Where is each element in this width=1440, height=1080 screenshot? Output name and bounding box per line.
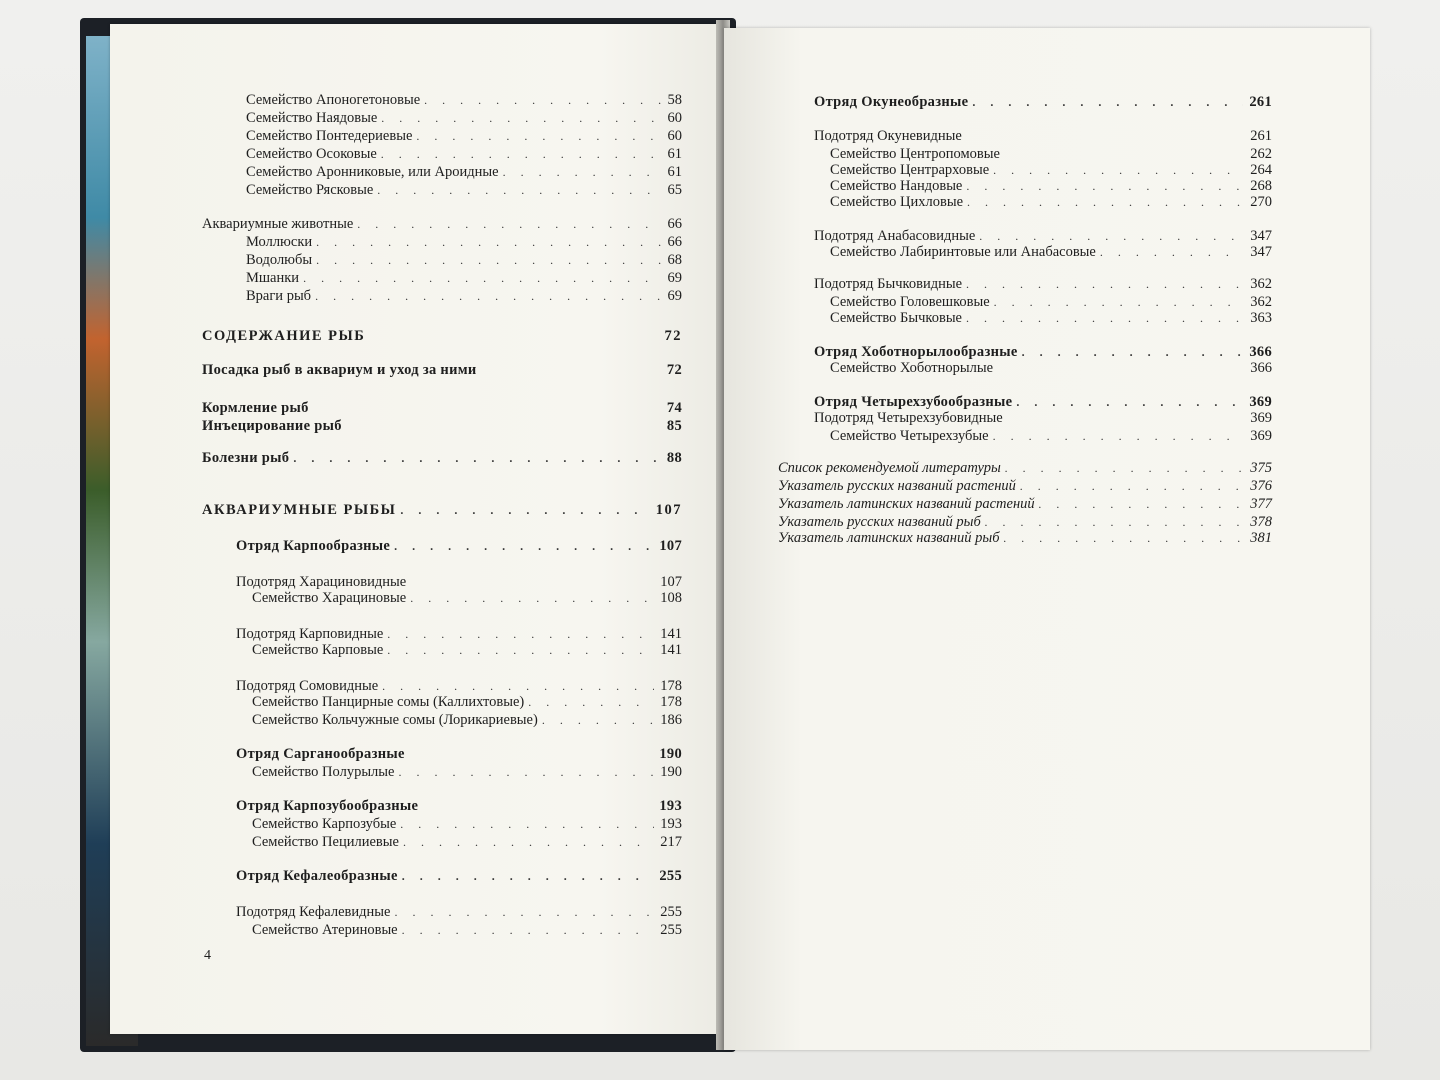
toc-entry-title: Посадка рыб в аквариум и уход за ними [202, 362, 477, 378]
right-toc [724, 28, 1370, 1050]
toc-entry [236, 798, 682, 814]
toc-entry-page: 375 [1250, 460, 1272, 476]
toc-leader [316, 234, 661, 250]
toc-entry-title: Болезни рыб [202, 450, 290, 466]
toc-entry-page: 381 [1250, 530, 1272, 546]
toc-leader [400, 502, 649, 518]
toc-entry [252, 922, 682, 938]
toc-entry [202, 400, 682, 416]
toc-entry [246, 252, 682, 268]
toc-entry-page: 261 [1250, 128, 1272, 144]
toc-entry [236, 678, 682, 694]
toc-entry [246, 234, 682, 250]
toc-entry [252, 694, 682, 710]
toc-entry-page: 72 [664, 328, 682, 344]
toc-entry [778, 530, 1272, 546]
toc-leader [966, 310, 1244, 326]
toc-entry [830, 194, 1272, 210]
toc-leader [387, 642, 654, 658]
toc-entry-page: 60 [667, 128, 682, 144]
page-number: 4 [204, 948, 211, 963]
toc-entry [814, 128, 1272, 144]
toc-entry [830, 244, 1272, 260]
toc-entry [830, 178, 1272, 194]
toc-entry-title: Семейство Центрарховые [830, 162, 990, 178]
toc-entry-title: Отряд Кефалеобразные [236, 868, 398, 884]
toc-entry [830, 428, 1272, 444]
toc-entry-title: Подотряд Бычковидные [814, 276, 963, 292]
toc-leader [410, 590, 654, 606]
toc-leader [403, 834, 654, 850]
toc-entry-title: Указатель латинских названий рыб [778, 530, 1000, 546]
toc-entry-page: 268 [1250, 178, 1272, 194]
toc-leader [416, 128, 661, 144]
toc-entry-title: Семейство Панцирные сомы (Каллихтовые) [252, 694, 525, 710]
toc-entry-title: Семейство Полурылые [252, 764, 395, 780]
toc-entry [252, 642, 682, 658]
toc-entry-title: Семейство Бычковые [830, 310, 962, 326]
toc-leader [316, 252, 661, 268]
toc-entry-title: Мшанки [246, 270, 300, 286]
toc-entry [814, 276, 1272, 292]
toc-leader [394, 904, 654, 920]
toc-leader [1005, 460, 1244, 476]
toc-entry [778, 514, 1272, 530]
toc-entry-page: 58 [667, 92, 682, 108]
toc-entry-page: 107 [660, 574, 682, 590]
toc-entry-page: 69 [667, 288, 682, 304]
toc-entry-page: 178 [660, 694, 682, 710]
toc-entry-title: Отряд Хоботнорылообразные [814, 344, 1018, 360]
toc-entry [246, 288, 682, 304]
toc-leader [967, 194, 1244, 210]
toc-entry [830, 162, 1272, 178]
toc-entry-title: Кормление рыб [202, 400, 309, 416]
toc-entry-page: 362 [1250, 276, 1272, 292]
toc-entry-page: 85 [666, 418, 682, 434]
toc-entry-title: СОДЕРЖАНИЕ РЫБ [202, 328, 366, 344]
left-page [110, 24, 722, 1034]
toc-leader [387, 626, 654, 642]
toc-entry-page: 193 [660, 816, 682, 832]
toc-leader [994, 294, 1245, 310]
toc-entry-title: Указатель русских названий рыб [778, 514, 981, 530]
toc-entry-title: Указатель русских названий растений [778, 478, 1016, 494]
toc-entry [778, 496, 1272, 512]
toc-entry-page: 190 [659, 746, 682, 762]
toc-entry [202, 362, 682, 378]
toc-entry-title: Отряд Окунеобразные [814, 94, 969, 110]
toc-entry [236, 904, 682, 920]
toc-leader [966, 276, 1244, 292]
toc-leader [993, 428, 1245, 444]
toc-leader [377, 182, 661, 198]
toc-entry-page: 378 [1250, 514, 1272, 530]
toc-entry-page: 190 [660, 764, 682, 780]
toc-entry-page: 74 [666, 400, 682, 416]
toc-entry [814, 228, 1272, 244]
toc-entry-title: Отряд Карпообразные [236, 538, 391, 554]
toc-entry-page: 261 [1249, 94, 1272, 110]
toc-entry [830, 146, 1272, 162]
toc-leader [424, 92, 661, 108]
toc-entry [252, 590, 682, 606]
toc-entry [830, 360, 1272, 376]
toc-entry-page: 366 [1249, 344, 1272, 360]
toc-entry-page: 369 [1250, 410, 1272, 426]
toc-entry-page: 61 [667, 146, 682, 162]
toc-leader [402, 868, 654, 884]
toc-entry-title: Семейство Осоковые [246, 146, 377, 162]
toc-leader [979, 228, 1244, 244]
toc-entry [236, 538, 682, 554]
toc-entry-page: 255 [660, 904, 682, 920]
toc-entry [236, 868, 682, 884]
toc-entry-title: Отряд Четырехзубообразные [814, 394, 1013, 410]
toc-entry-title: Семейство Головешковые [830, 294, 990, 310]
toc-entry-page: 377 [1250, 496, 1272, 512]
toc-entry-title: Семейство Апоногетоновые [246, 92, 421, 108]
toc-entry-page: 255 [659, 868, 682, 884]
toc-entry-title: Семейство Нандовые [830, 178, 963, 194]
toc-entry-title: Семейство Наядовые [246, 110, 378, 126]
toc-entry-page: 366 [1250, 360, 1272, 376]
toc-entry [202, 450, 682, 466]
toc-entry-title: Подотряд Кефалевидные [236, 904, 391, 920]
toc-entry [814, 394, 1272, 410]
toc-entry [830, 294, 1272, 310]
toc-leader [398, 764, 654, 780]
toc-leader [382, 678, 654, 694]
toc-entry [246, 270, 682, 286]
toc-entry-title: Отряд Сарганообразные [236, 746, 405, 762]
toc-leader [1020, 478, 1244, 494]
toc-entry-page: 262 [1250, 146, 1272, 162]
toc-entry-title: Подотряд Сомовидные [236, 678, 379, 694]
toc-leader [993, 162, 1244, 178]
toc-entry-title: АКВАРИУМНЫЕ РЫБЫ [202, 502, 397, 518]
toc-leader [400, 816, 654, 832]
toc-entry-title: Список рекомендуемой литературы [778, 460, 1001, 476]
left-toc [110, 24, 722, 1034]
toc-entry [252, 712, 682, 728]
toc-entry [246, 146, 682, 162]
toc-entry-page: 141 [660, 642, 682, 658]
toc-entry-page: 60 [667, 110, 682, 126]
toc-entry [246, 110, 682, 126]
toc-leader [303, 270, 661, 286]
toc-entry-page: 88 [666, 450, 682, 466]
toc-entry [246, 128, 682, 144]
toc-entry-page: 347 [1250, 228, 1272, 244]
toc-section-heading [202, 502, 682, 518]
toc-entry-page: 369 [1250, 428, 1272, 444]
toc-entry-title: Семейство Пецилиевые [252, 834, 399, 850]
toc-leader [293, 450, 661, 466]
toc-entry-title: Семейство Карпозубые [252, 816, 397, 832]
toc-entry-page: 255 [660, 922, 682, 938]
toc-entry-page: 193 [659, 798, 682, 814]
toc-leader [985, 514, 1244, 530]
toc-entry-page: 363 [1250, 310, 1272, 326]
toc-entry-title: Указатель латинских названий растений [778, 496, 1035, 512]
toc-entry [236, 746, 682, 762]
toc-entry [814, 344, 1272, 360]
toc-entry-page: 264 [1250, 162, 1272, 178]
toc-section-heading [202, 328, 682, 344]
toc-entry-title: Подотряд Окуневидные [814, 128, 962, 144]
toc-entry-title: Семейство Четырехзубые [830, 428, 989, 444]
toc-entry-page: 270 [1250, 194, 1272, 210]
toc-entry-title: Отряд Карпозубообразные [236, 798, 419, 814]
toc-leader [381, 146, 662, 162]
toc-entry-title: Моллюски [246, 234, 313, 250]
toc-leader [503, 164, 662, 180]
toc-entry-page: 178 [660, 678, 682, 694]
toc-leader [402, 922, 655, 938]
right-page [724, 28, 1370, 1050]
toc-leader [1004, 530, 1245, 546]
toc-entry-page: 376 [1250, 478, 1272, 494]
toc-leader [1022, 344, 1244, 360]
toc-entry-title: Семейство Понтедериевые [246, 128, 413, 144]
toc-entry-page: 362 [1250, 294, 1272, 310]
toc-leader [315, 288, 661, 304]
toc-entry [246, 182, 682, 198]
toc-entry [236, 626, 682, 642]
toc-entry-page: 108 [660, 590, 682, 606]
toc-entry [814, 410, 1272, 426]
toc-entry-title: Семейство Кольчужные сомы (Лорикариевые) [252, 712, 538, 728]
toc-leader [1100, 244, 1244, 260]
toc-entry [778, 478, 1272, 494]
toc-entry [236, 574, 682, 590]
toc-entry-title: Семейство Харациновые [252, 590, 407, 606]
toc-entry [246, 164, 682, 180]
toc-entry-title: Семейство Лабиринтовые или Анабасовые [830, 244, 1096, 260]
toc-entry-page: 217 [660, 834, 682, 850]
toc-entry [246, 92, 682, 108]
toc-entry-title: Подотряд Четырехзубовидные [814, 410, 1003, 426]
toc-entry-page: 65 [667, 182, 682, 198]
toc-entry-title: Враги рыб [246, 288, 312, 304]
toc-entry-page: 66 [667, 234, 682, 250]
toc-leader [528, 694, 654, 710]
toc-entry-title: Семейство Цихловые [830, 194, 964, 210]
toc-leader [357, 216, 661, 232]
toc-entry-title: Семейство Атериновые [252, 922, 398, 938]
toc-leader [1016, 394, 1243, 410]
toc-entry-page: 72 [666, 362, 682, 378]
toc-leader [542, 712, 654, 728]
toc-leader [1039, 496, 1245, 512]
toc-entry [252, 816, 682, 832]
toc-entry-title: Подотряд Карповидные [236, 626, 384, 642]
toc-entry [778, 460, 1272, 476]
toc-entry-title: Инъецирование рыб [202, 418, 342, 434]
toc-entry-title: Водолюбы [246, 252, 313, 268]
toc-entry [830, 310, 1272, 326]
toc-entry [202, 216, 682, 232]
toc-entry [814, 94, 1272, 110]
toc-leader [381, 110, 661, 126]
toc-entry [252, 764, 682, 780]
toc-entry-title: Аквариумные животные [202, 216, 354, 232]
toc-entry-title: Семейство Карповые [252, 642, 384, 658]
toc-entry-page: 186 [660, 712, 682, 728]
toc-entry-page: 61 [667, 164, 682, 180]
toc-leader [972, 94, 1243, 110]
toc-entry-page: 141 [660, 626, 682, 642]
toc-entry [202, 418, 682, 434]
toc-entry-title: Семейство Хоботнорылые [830, 360, 994, 376]
toc-entry [252, 834, 682, 850]
toc-entry-page: 107 [659, 538, 682, 554]
toc-entry-page: 66 [667, 216, 682, 232]
toc-entry-title: Подотряд Харациновидные [236, 574, 407, 590]
toc-entry-page: 347 [1250, 244, 1272, 260]
toc-entry-page: 68 [667, 252, 682, 268]
toc-entry-title: Семейство Аронниковые, или Ароидные [246, 164, 499, 180]
toc-entry-page: 107 [655, 502, 682, 518]
toc-entry-title: Семейство Центропомовые [830, 146, 1000, 162]
toc-leader [966, 178, 1244, 194]
toc-entry-title: Семейство Рясковые [246, 182, 374, 198]
toc-entry-page: 369 [1249, 394, 1272, 410]
toc-entry-title: Подотряд Анабасовидные [814, 228, 976, 244]
toc-entry-page: 69 [667, 270, 682, 286]
toc-leader [394, 538, 653, 554]
